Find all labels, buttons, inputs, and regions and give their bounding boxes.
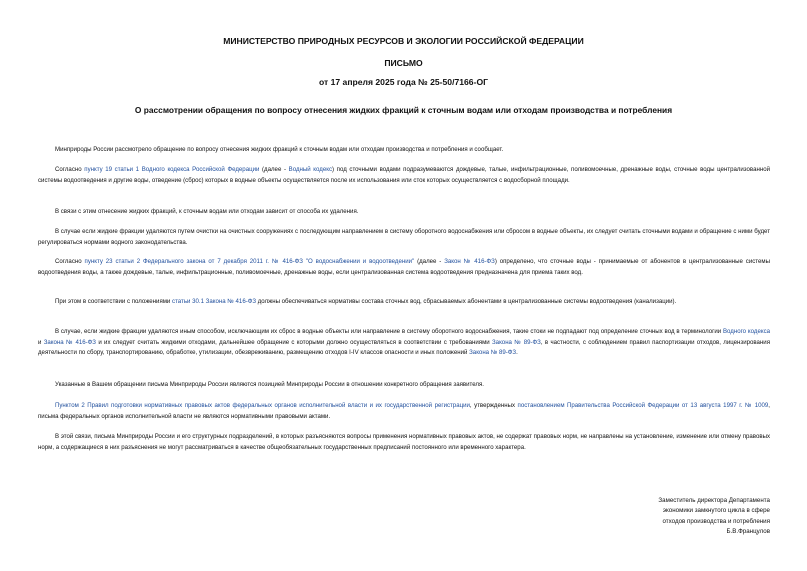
ministry-title: МИНИСТЕРСТВО ПРИРОДНЫХ РЕСУРСОВ И ЭКОЛОГИИ РОССИЙСКОЙ ФЕДЕРАЦИИ xyxy=(223,36,584,46)
paragraph-5-text: ) определено, что сточные воды - принимаемые от абонентов в централизованные системы водоотведения воды, а также дождевые, талые, инфильтрационные, поливомоечные, дренажные воды, если централизованная система водоотведения предназначена для приема таких вод. xyxy=(38,258,770,276)
paragraph-7-text: и их следует считать жидкими отходами, дальнейшее обращение с которыми должно осуществляться в соответствии с требованиями xyxy=(96,338,492,346)
paragraph-2 xyxy=(38,165,770,186)
paragraph-1: Минприроды России рассмотрело обращение по вопросу отнесения жидких фракций к сточным водам или отходам производства и потребления и сообщает. xyxy=(55,146,504,153)
paragraph-8: Указанные в Вашем обращении письма Минприроды России являются позицией Минприроды России в отношении конкретного обращения заявителя. xyxy=(55,381,484,388)
link-water-code[interactable]: Водного кодекса xyxy=(722,328,770,335)
paragraph-5-text: (далее - xyxy=(414,258,445,265)
link-law-89[interactable]: Закона № 89-ФЗ xyxy=(492,338,541,346)
paragraph-6-text: При этом в соответствии с положениями xyxy=(55,298,173,305)
paragraph-3: В связи с этим отнесение жидких фракций, к сточным водам или отходам зависит от способа их удаления. xyxy=(55,208,359,215)
paragraph-4: В случае если жидкие фракции удаляются путем очистки на очистных сооружениях с последующим направлением в систему оборотного водоснабжения или сбросом в водные объекты, их следует считать сточными водами и обращение с ними будет регулироваться нормами водного законодательства. xyxy=(38,228,770,246)
document-type: ПИСЬМО xyxy=(384,58,423,68)
paragraph-7-text: и xyxy=(38,338,44,346)
paragraph-2-text: Согласно xyxy=(55,166,85,173)
link-article-30-1[interactable]: статьи 30.1 Закона № 416-ФЗ xyxy=(172,298,257,305)
paragraph-2-text: ) под сточными водами подразумеваются дождевые, талые, инфильтрационные, поливомоечные, дренажные воды, сточные воды централизованной системы водоотведения и другие воды, отведение (сброс) которых в водные объекты осуществляется после их использования или сток которых осуществляется с водосборной площади. xyxy=(38,166,770,184)
signature-block xyxy=(658,496,770,537)
link-law-416-article[interactable]: пункту 23 статьи 2 Федерального закона от 7 декабря 2011 г. № 416-ФЗ "О водоснабжении и водоотведении" xyxy=(84,258,415,265)
paragraph-7 xyxy=(38,327,770,359)
link-water-code[interactable]: Водный кодекс xyxy=(288,166,332,173)
link-law-416[interactable]: Закон № 416-ФЗ xyxy=(444,258,495,265)
paragraph-6-text: должны обеспечиваться нормативы состава сточных вод, сбрасываемых абонентами в централизованные системы водоотведения (канализации). xyxy=(256,298,677,305)
paragraph-5 xyxy=(38,257,770,278)
paragraph-10: В этой связи, письма Минприроды России и его структурных подразделений, в которых разъясняются вопросы применения нормативных правовых актов, не содержат правовых норм, не направлены на установление, изменение или отмену правовых норм, а содержащиеся в них разъяснения не могут рассматриваться в качестве общеобязательных государственных предписаний постоянного или временного характера. xyxy=(38,433,770,451)
paragraph-7-text: , в частности, с соблюдением правил паспортизации отходов, лицензирования деятельности по сбору, транспортированию, обработке, утилизации, обезвреживанию, размещению отходов I-IV классов опасности и иных положений xyxy=(38,338,771,357)
paragraph-9-text: , письма федеральных органов исполнительной власти не являются нормативными правовыми актами. xyxy=(38,402,770,420)
document-date-number: от 17 апреля 2025 года № 25-50/7166-ОГ xyxy=(318,77,489,87)
signature-name: Б.В.Францулов xyxy=(726,527,770,535)
paragraph-6 xyxy=(38,297,770,308)
document-subject: О рассмотрении обращения по вопросу отнесения жидких фракций к сточным водам или отходам производства и потребления xyxy=(134,105,673,115)
signature-position-1: Заместитель директора Департамента xyxy=(658,497,770,504)
paragraph-9-text: , утвержденных xyxy=(469,402,518,409)
link-water-code-article[interactable]: пункту 19 статьи 1 Водного кодекса Российской Федерации xyxy=(84,166,260,173)
link-rules-clause-2[interactable]: Пунктом 2 Правил подготовки нормативных правовых актов федеральных органов исполнительной власти и их государственной регистрации xyxy=(55,402,470,409)
link-law-89[interactable]: Закона № 89-ФЗ xyxy=(469,349,517,357)
signature-position-3: отходов производства и потребления xyxy=(662,517,770,525)
signature-position-2: экономики замкнутого цикла в сфере xyxy=(662,507,770,515)
paragraph-5-text: Согласно xyxy=(55,258,85,265)
link-government-resolution[interactable]: постановлением Правительства Российской Федерации от 13 августа 1997 г. № 1009 xyxy=(517,402,769,409)
paragraph-2-text: (далее - xyxy=(259,166,289,173)
paragraph-9 xyxy=(38,401,770,422)
link-law-416[interactable]: Закона № 416-ФЗ xyxy=(43,338,96,346)
paragraph-7-text: В случае, если жидкие фракции удаляются иным способом, исключающим их сброс в водные объекты или направление в систему оборотного водоснабжения, такие стоки не подпадают под определение сточных вод в терминологии xyxy=(55,328,723,335)
paragraph-7-text: . xyxy=(516,349,518,357)
